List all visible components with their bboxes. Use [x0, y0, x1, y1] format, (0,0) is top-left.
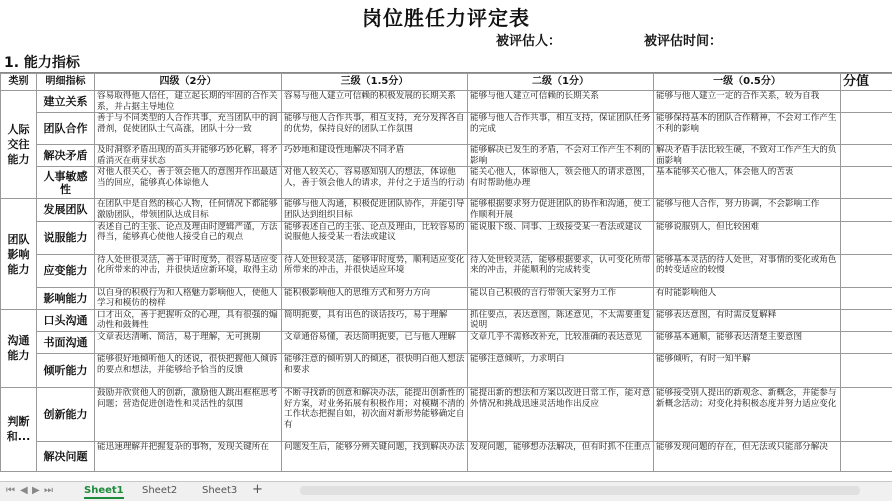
level3-cell[interactable]: 能够表述自己的主张、论点及理由，比较容易的说服他人接受某一看法或建议: [282, 221, 468, 254]
level2-cell[interactable]: 文章几乎不需修改补充，比较准确的表达意见: [468, 331, 654, 353]
level4-cell[interactable]: 文章表达清晰、简洁，易于理解，无可挑剔: [95, 331, 282, 353]
score-cell[interactable]: [841, 353, 892, 387]
level1-cell[interactable]: 能够基本通顺，能够表达清楚主要意图: [654, 331, 841, 353]
header-level4[interactable]: 四级（2分）: [95, 74, 282, 91]
level1-cell[interactable]: 能够接受别人提出的新观念、新概念，并能参与新概念活动；对变化持积极态度并努力适应变化: [654, 387, 841, 441]
level3-cell[interactable]: 能够与他人合作共事，相互支持，充分发挥各自的优势，保持良好的团队工作氛围: [282, 113, 468, 145]
level4-cell[interactable]: 对他人很关心，善于领会他人的意图并作出最适当的回应，能够真心体谅他人: [95, 167, 282, 199]
level2-cell[interactable]: 发现问题，能够想办法解决，但有时抓不住重点: [468, 441, 654, 471]
score-cell[interactable]: [841, 287, 892, 309]
indicator-cell[interactable]: 应变能力: [37, 254, 95, 287]
level1-cell[interactable]: 解决矛盾手法比较生硬，不致对工作产生大的负面影响: [654, 145, 841, 167]
table-row: [1, 441, 892, 471]
level1-cell[interactable]: 能够说服别人，但比较困难: [654, 221, 841, 254]
level2-cell[interactable]: 能以自己积极的言行带领大家努力工作: [468, 287, 654, 309]
level2-cell[interactable]: 能够解决已发生的矛盾，不会对工作产生不利的影响: [468, 145, 654, 167]
level4-cell[interactable]: 在团队中是自然的核心人物，任何情况下都能够激励团队，带领团队达成目标: [95, 199, 282, 221]
level1-cell[interactable]: 能够与他人合作，努力协调，不会影响工作: [654, 199, 841, 221]
level3-cell[interactable]: 问题发生后，能够分辨关键问题，找到解决办法: [282, 441, 468, 471]
level1-cell[interactable]: 有时能影响他人: [654, 287, 841, 309]
last-sheet-icon[interactable]: ⏭: [44, 485, 53, 496]
level4-cell[interactable]: 能够很好地倾听他人的述说，很快把握他人倾诉的要点和想法，并能够给予恰当的反馈: [95, 353, 282, 387]
section-title: 1. 能力指标: [4, 52, 80, 72]
first-sheet-icon[interactable]: ⏮: [6, 485, 15, 496]
table-row: [1, 113, 892, 145]
indicator-cell[interactable]: 影响能力: [37, 287, 95, 309]
score-cell[interactable]: [841, 387, 892, 441]
table-row: [1, 145, 892, 167]
indicator-cell[interactable]: 说服能力: [37, 221, 95, 254]
add-sheet-icon[interactable]: +: [252, 482, 263, 497]
table-row: [1, 331, 892, 353]
sheet-tab-2[interactable]: Sheet2: [142, 485, 177, 496]
header-indicator[interactable]: 明细指标: [37, 74, 95, 91]
level1-cell[interactable]: 能够与他人建立一定的合作关系，较为自我: [654, 91, 841, 113]
score-cell[interactable]: [841, 221, 892, 254]
level2-cell[interactable]: 能够与他人建立可信赖的长期关系: [468, 91, 654, 113]
next-sheet-icon[interactable]: ▶: [32, 485, 40, 496]
header-level2[interactable]: 二级（1分）: [468, 74, 654, 91]
header-level3[interactable]: 三级（1.5分）: [282, 74, 468, 91]
score-cell[interactable]: [841, 167, 892, 199]
score-cell[interactable]: [841, 113, 892, 145]
level2-cell[interactable]: 能够根据要求努力促进团队的协作和沟通，使工作顺利开展: [468, 199, 654, 221]
level4-cell[interactable]: 口才出众，善于把握听众的心理，具有很强的煽动性和鼓舞性: [95, 309, 282, 331]
prev-sheet-icon[interactable]: ◀: [20, 485, 28, 496]
level1-cell[interactable]: 能够发现问题的存在，但无法或只能部分解决: [654, 441, 841, 471]
level1-cell[interactable]: 能够倾听，有时一知半解: [654, 353, 841, 387]
level3-cell[interactable]: 能积极影响他人的思维方式和努力方向: [282, 287, 468, 309]
level1-cell[interactable]: 能够表达意图，有时需反复解释: [654, 309, 841, 331]
level2-cell[interactable]: 能够注意倾听，力求明白: [468, 353, 654, 387]
level3-cell[interactable]: 待人处世较灵活，能够审时度势，顺利适应变化所带来的冲击，并很快适应环境: [282, 254, 468, 287]
level1-cell[interactable]: 基本能够关心他人，体会他人的苦衷: [654, 167, 841, 199]
table-row: [1, 199, 892, 221]
level4-cell[interactable]: 待人处世很灵活，善于审时度势，很容易适应变化所带来的冲击，并很快适应新环境，取得主动: [95, 254, 282, 287]
sheet-tab-3[interactable]: Sheet3: [202, 485, 237, 496]
indicator-cell[interactable]: 口头沟通: [37, 309, 95, 331]
level4-cell[interactable]: 鼓励并欣赏他人的创新，激励他人跳出框框思考问题；营造促进创造性和灵活性的氛围: [95, 387, 282, 441]
table-row: [1, 309, 892, 331]
sheet-tab-bar: [0, 481, 892, 501]
level4-cell[interactable]: 善于与不同类型的人合作共事，充当团队中的润滑剂，促使团队士气高涨，团队十分一致: [95, 113, 282, 145]
level3-cell[interactable]: 容易与他人建立可信赖的积极发展的长期关系: [282, 91, 468, 113]
header-row: [1, 74, 892, 91]
evaluated-person-label: 被评估人：: [496, 30, 561, 49]
indicator-cell[interactable]: 创新能力: [37, 387, 95, 441]
level2-cell[interactable]: 能够与他人合作共事，相互支持，保证团队任务的完成: [468, 113, 654, 145]
category-team-influence[interactable]: 团队影响能力: [1, 199, 37, 309]
score-cell[interactable]: [841, 309, 892, 331]
level3-cell[interactable]: 简明扼要，具有出色的谈话技巧，易于理解: [282, 309, 468, 331]
level3-cell[interactable]: 不断寻找新的创意和解决办法，能提出创新性的好方案，对业务拓展有积极作用；对模糊不清的工作状态把握自如，初次面对新形势能够确定自有: [282, 387, 468, 441]
indicator-cell[interactable]: 倾听能力: [37, 353, 95, 387]
category-communication[interactable]: 沟通能力: [1, 309, 37, 387]
header-category[interactable]: 类别: [1, 74, 37, 91]
indicator-cell[interactable]: 发展团队: [37, 199, 95, 221]
table-row: [1, 167, 892, 199]
level1-cell[interactable]: 能够基本灵活的待人处世，对事情的变化或角色的转变适应的较慢: [654, 254, 841, 287]
table-row: [1, 221, 892, 254]
header-level1[interactable]: 一级（0.5分）: [654, 74, 841, 91]
header-score[interactable]: 分值: [841, 74, 892, 91]
category-judgment[interactable]: 判断和...: [1, 387, 37, 471]
indicator-cell[interactable]: 团队合作: [37, 113, 95, 145]
level2-cell[interactable]: 待人处世较灵活，能够根据要求，认可变化所带来的冲击，并能顺利的完成转变: [468, 254, 654, 287]
competency-table: [0, 73, 892, 472]
score-cell[interactable]: [841, 199, 892, 221]
level3-cell[interactable]: 巧妙地和建设性地解决不同矛盾: [282, 145, 468, 167]
level2-cell[interactable]: 能关心他人，体谅他人，领会他人的请求意图，有时帮助他办理: [468, 167, 654, 199]
score-cell[interactable]: [841, 254, 892, 287]
level4-cell[interactable]: 以自身的积极行为和人格魅力影响他人，使他人学习和模仿的榜样: [95, 287, 282, 309]
indicator-cell[interactable]: 人事敏感性: [37, 167, 95, 199]
level2-cell[interactable]: 能提出新的想法和方案以改进日常工作，能对意外情况和挑战迅速灵活地作出反应: [468, 387, 654, 441]
horizontal-scrollbar[interactable]: [300, 486, 860, 495]
form-title: 岗位胜任力评定表: [0, 2, 892, 31]
level4-cell[interactable]: 容易取得他人信任，建立起长期的牢固的合作关系，并占据主导地位: [95, 91, 282, 113]
indicator-cell[interactable]: 解决问题: [37, 441, 95, 471]
level4-cell[interactable]: 及时洞察矛盾出现的苗头并能够巧妙化解，将矛盾消灭在萌芽状态: [95, 145, 282, 167]
category-interpersonal[interactable]: 人际交往能力: [1, 91, 37, 199]
score-cell[interactable]: [841, 331, 892, 353]
score-cell[interactable]: [841, 145, 892, 167]
score-cell[interactable]: [841, 91, 892, 113]
level4-cell[interactable]: 表述自己的主张、论点及理由时逻辑严谨，方法得当，能够真心使他人接受自己的观点: [95, 221, 282, 254]
level3-cell[interactable]: 能够与他人沟通，积极促进团队协作，并能引导团队达到组织目标: [282, 199, 468, 221]
level3-cell[interactable]: 对他人较关心，容易感知别人的想法，体谅他人，善于领会他人的请求，并付之于适当的行动: [282, 167, 468, 199]
level4-cell[interactable]: 能迅速理解并把握复杂的事物，发现关键所在: [95, 441, 282, 471]
indicator-cell[interactable]: 建立关系: [37, 91, 95, 113]
evaluation-time-label: 被评估时间：: [644, 30, 722, 49]
score-cell[interactable]: [841, 441, 892, 471]
table-row: [1, 287, 892, 309]
table-row: [1, 254, 892, 287]
table-row: [1, 91, 892, 113]
indicator-cell[interactable]: 解决矛盾: [37, 145, 95, 167]
indicator-cell[interactable]: 书面沟通: [37, 331, 95, 353]
table-row: [1, 387, 892, 441]
spreadsheet-grid[interactable]: [0, 72, 892, 482]
level2-cell[interactable]: 能说服下级、同事、上级接受某一看法或建议: [468, 221, 654, 254]
table-row: [1, 353, 892, 387]
sheet-tab-1[interactable]: Sheet1: [84, 485, 124, 499]
level3-cell[interactable]: 能够注意的倾听别人的倾述，很快明白他人想法和要求: [282, 353, 468, 387]
level2-cell[interactable]: 抓住要点，表达意图，陈述意见，不太需要重复说明: [468, 309, 654, 331]
level3-cell[interactable]: 文章通俗易懂，表达简明扼要，已与他人理解: [282, 331, 468, 353]
level1-cell[interactable]: 能够保持基本的团队合作精神，不会对工作产生不利的影响: [654, 113, 841, 145]
